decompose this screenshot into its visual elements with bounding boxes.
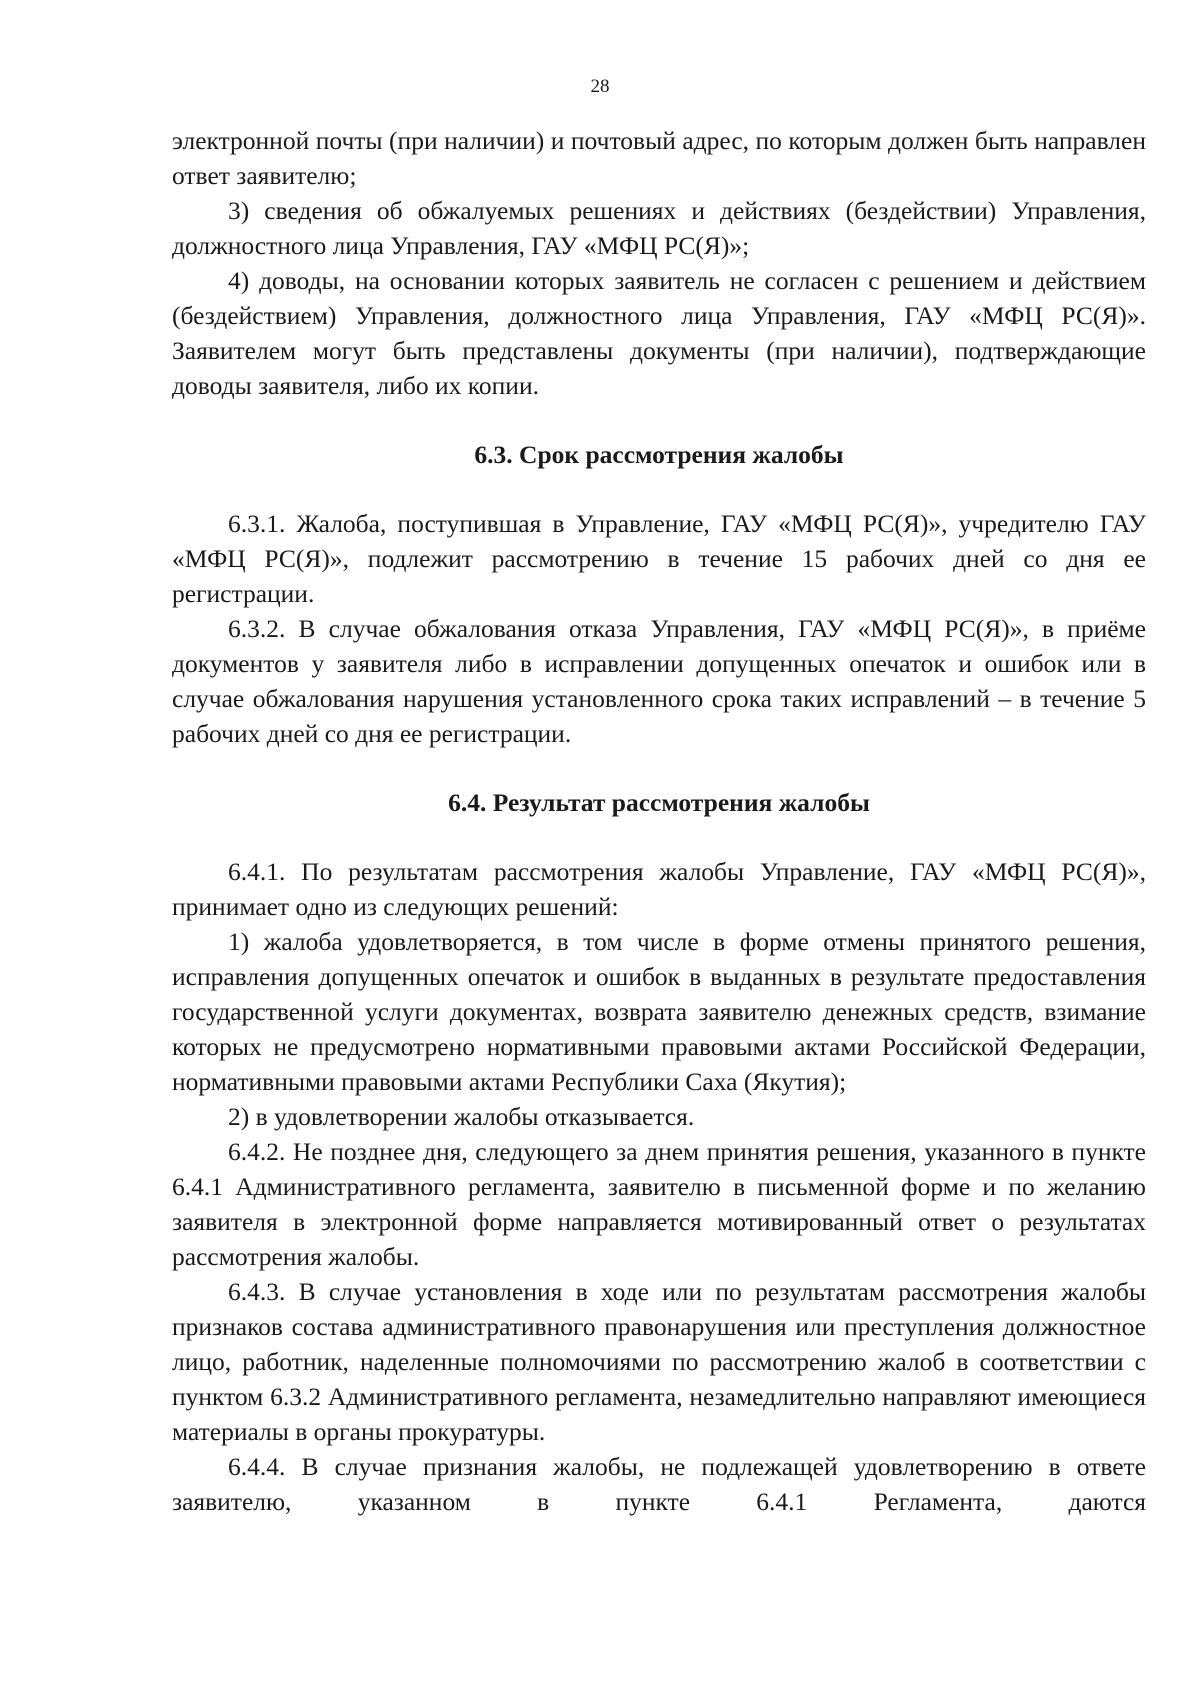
paragraph-6-3-2: 6.3.2. В случае обжалования отказа Управления, ГАУ «МФЦ РС(Я)», в приёме документов у заявителя либо в исправлении допущенных опечаток и ошибок или в случае обжалования нарушения установленного срока таких исправлений – в течение 5 рабочих дней со дня ее регистрации. — [172, 614, 1146, 748]
section-heading-6-4: 6.4. Результат рассмотрения жалобы — [448, 788, 870, 817]
paragraph-6-4-1-item-2: 2) в удовлетворении жалобы отказывается. — [228, 1102, 695, 1131]
paragraph-item-3: 3) сведения об обжалуемых решениях и действиях (бездействии) Управления, должностного лица Управления, ГАУ «МФЦ РС(Я)»; — [172, 196, 1146, 260]
section-heading-6-3: 6.3. Срок рассмотрения жалобы — [474, 440, 844, 469]
paragraph-item-4: 4) доводы, на основании которых заявитель не согласен с решением и действием (бездействием) Управления, должностного лица Управления, ГАУ «МФЦ РС(Я)». Заявителем могут быть представлены документы (при наличии), подтверждающие доводы заявителя, либо их копии. — [172, 266, 1146, 400]
paragraph-6-4-4: 6.4.4. В случае признания жалобы, не подлежащей удовлетворению в ответе заявителю, указанном в пункте 6.4.1 Регламента, даются — [172, 1452, 1146, 1516]
paragraph-6-4-1: 6.4.1. По результатам рассмотрения жалобы Управление, ГАУ «МФЦ РС(Я)», принимает одно из следующих решений: — [172, 857, 1146, 921]
paragraph-6-4-2: 6.4.2. Не позднее дня, следующего за днем принятия решения, указанного в пункте 6.4.1 Административного регламента, заявителю в письменной форме и по желанию заявителя в электронной форме направляется мотивированный ответ о результатах рассмотрения жалобы. — [172, 1137, 1146, 1271]
page-number: 28 — [590, 76, 610, 97]
paragraph-6-4-3: 6.4.3. В случае установления в ходе или по результатам рассмотрения жалобы признаков состава административного правонарушения или преступления должностное лицо, работник, наделенные полномочиями по рассмотрению жалоб в соответствии с пунктом 6.3.2 Административного регламента, незамедлительно направляют имеющиеся материалы в органы прокуратуры. — [172, 1277, 1146, 1446]
document-body — [172, 123, 1146, 1519]
paragraph-6-4-1-item-1: 1) жалоба удовлетворяется, в том числе в форме отмены принятого решения, исправления допущенных опечаток и ошибок в выданных в результате предоставления государственной услуги документах, возврата заявителю денежных средств, взимание которых не предусмотрено нормативными правовыми актами Российской Федерации, нормативными правовыми актами Республики Саха (Якутия); — [172, 927, 1146, 1096]
paragraph-contact-continuation: электронной почты (при наличии) и почтовый адрес, по которым должен быть направлен ответ заявителю; — [172, 126, 1146, 190]
paragraph-6-3-1: 6.3.1. Жалоба, поступившая в Управление, ГАУ «МФЦ РС(Я)», учредителю ГАУ «МФЦ РС(Я)», подлежит рассмотрению в течение 15 рабочих дней со дня ее регистрации. — [172, 509, 1146, 608]
